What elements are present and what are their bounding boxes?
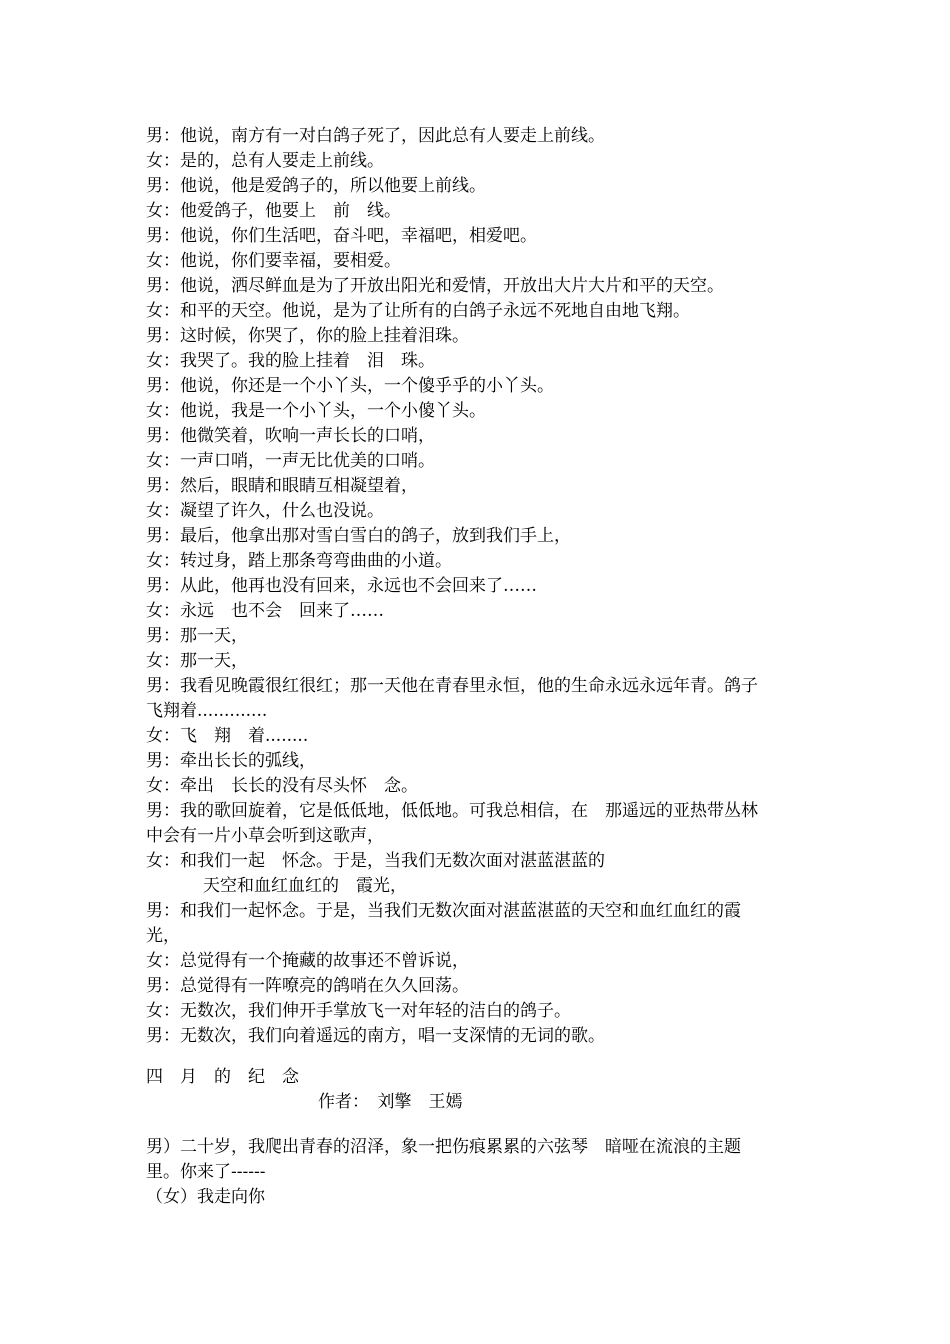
- dialogue-line: 女：牵出 长长的没有尽头怀 念。: [146, 776, 418, 796]
- dialogue-line: 女：他爱鸽子，他要上 前 线。: [146, 201, 401, 221]
- dialogue-line: 女：凝望了许久，什么也没说。: [146, 501, 384, 521]
- dialogue-line: 男：他说，你还是一个小丫头，一个傻乎乎的小丫头。: [146, 376, 554, 396]
- dialogue-line: 女：是的，总有人要走上前线。: [146, 151, 384, 171]
- dialogue-line: 男：无数次，我们向着遥远的南方，唱一支深情的无词的歌。: [146, 1026, 605, 1046]
- dialogue-line: 女：一声口哨，一声无比优美的口哨。: [146, 451, 435, 471]
- section-title: 四 月 的 纪 念: [146, 1067, 299, 1087]
- document-body: [146, 124, 816, 1210]
- dialogue-line: 男：我的歌回旋着，它是低低地，低低地。可我总相信，在 那遥远的亚热带丛林: [146, 801, 758, 821]
- dialogue-line: 男：我看见晚霞很红很红；那一天他在青春里永恒，他的生命永远永远年青。鸽子: [146, 676, 758, 696]
- section-line: （女）我走向你: [146, 1187, 265, 1207]
- dialogue-line: 天空和血红血红的 霞光，: [203, 876, 407, 896]
- dialogue-line: 男：最后，他拿出那对雪白雪白的鸽子，放到我们手上，: [146, 526, 571, 546]
- dialogue-line: 男：总觉得有一阵嘹亮的鸽哨在久久回荡。: [146, 976, 469, 996]
- dialogue-line: 女：永远 也不会 回来了……: [146, 601, 384, 621]
- dialogue-line: 飞翔着.............: [146, 701, 268, 721]
- dialogue-line: 男：他说，洒尽鲜血是为了开放出阳光和爱情，开放出大片大片和平的天空。: [146, 276, 724, 296]
- dialogue-line: 女：总觉得有一个掩藏的故事还不曾诉说，: [146, 951, 469, 971]
- dialogue-line: 女：他说，我是一个小丫头，一个小傻丫头。: [146, 401, 486, 421]
- dialogue-line: 女：和我们一起 怀念。于是，当我们无数次面对湛蓝湛蓝的: [146, 851, 605, 871]
- spacer: [146, 1115, 816, 1135]
- dialogue-line: 女：他说，你们要幸福，要相爱。: [146, 251, 401, 271]
- dialogue-line: 女：那一天，: [146, 651, 248, 671]
- dialogue-line: 男：他微笑着，吹响一声长长的口哨，: [146, 426, 435, 446]
- dialogue-line: 女：飞 翔 着........: [146, 726, 309, 746]
- spacer: [146, 1049, 816, 1065]
- dialogue-line: 男：那一天，: [146, 626, 248, 646]
- section-line: 男）二十岁，我爬出青春的沼泽，象一把伤痕累累的六弦琴 暗哑在流浪的主题: [146, 1137, 741, 1157]
- dialogue-line: 男：他说，南方有一对白鸽子死了，因此总有人要走上前线。: [146, 126, 605, 146]
- dialogue-line: 男：和我们一起怀念。于是，当我们无数次面对湛蓝湛蓝的天空和血红血红的霞: [146, 901, 741, 921]
- dialogue-line: 女：转过身，踏上那条弯弯曲曲的小道。: [146, 551, 452, 571]
- dialogue-line: 光，: [146, 926, 180, 946]
- dialogue-line: 男：然后，眼睛和眼睛互相凝望着，: [146, 476, 418, 496]
- dialogue-line: 女：无数次，我们伸开手掌放飞一对年轻的洁白的鸽子。: [146, 1001, 571, 1021]
- dialogue-line: 男：他说，你们生活吧，奋斗吧，幸福吧，相爱吧。: [146, 226, 537, 246]
- dialogue-line: 女：和平的天空。他说，是为了让所有的白鸽子永远不死地自由地飞翔。: [146, 301, 690, 321]
- dialogue-line: 男：这时候，你哭了，你的脸上挂着泪珠。: [146, 326, 469, 346]
- section-author: 作者： 刘擎 王嫣: [318, 1092, 463, 1112]
- dialogue-line: 男：从此，他再也没有回来，永远也不会回来了……: [146, 576, 537, 596]
- dialogue-line: 中会有一片小草会听到这歌声，: [146, 826, 384, 846]
- dialogue-line: 女：我哭了。我的脸上挂着 泪 珠。: [146, 351, 435, 371]
- section-line: 里。你来了------: [146, 1162, 266, 1182]
- dialogue-line: 男：他说，他是爱鸽子的，所以他要上前线。: [146, 176, 486, 196]
- dialogue-line: 男：牵出长长的弧线，: [146, 751, 316, 771]
